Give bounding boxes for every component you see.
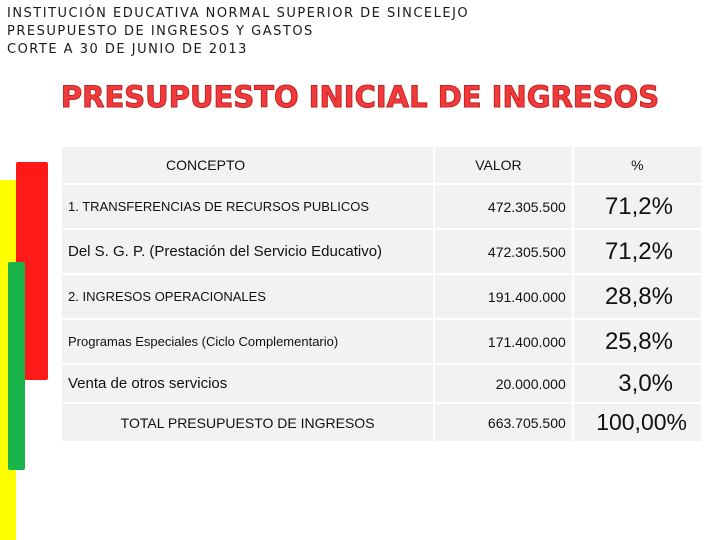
row-percent: 71,2%: [574, 230, 701, 273]
row-concepto: 2. INGRESOS OPERACIONALES: [62, 275, 433, 318]
row-percent: 71,2%: [574, 185, 701, 228]
row-concepto: Del S. G. P. (Prestación del Servicio Educativo): [62, 230, 433, 273]
table-total-row: [62, 404, 701, 441]
table-row: [62, 185, 701, 228]
table-row: [62, 230, 701, 273]
row-percent: 25,8%: [574, 320, 701, 363]
total-concepto: TOTAL PRESUPUESTO DE INGRESOS: [62, 404, 433, 441]
row-concepto: Programas Especiales (Ciclo Complementario): [62, 320, 433, 363]
table-row: [62, 365, 701, 402]
table-row: [62, 320, 701, 363]
row-percent: 3,0%: [574, 365, 701, 402]
page-title: PRESUPUESTO INICIAL DE INGRESOS: [60, 80, 660, 114]
header-valor: VALOR: [435, 147, 572, 183]
header-subject: PRESUPUESTO DE INGRESOS Y GASTOS: [7, 24, 314, 39]
row-valor: 20.000.000: [435, 365, 572, 402]
row-percent: 28,8%: [574, 275, 701, 318]
row-valor: 472.305.500: [435, 230, 572, 273]
header-percent: %: [574, 147, 701, 183]
row-concepto: 1. TRANSFERENCIAS DE RECURSOS PUBLICOS: [62, 185, 433, 228]
row-valor: 472.305.500: [435, 185, 572, 228]
total-percent: 100,00%: [574, 404, 701, 441]
header-institution: INSTITUCIÓN EDUCATIVA NORMAL SUPERIOR DE SINCELEJO: [7, 6, 470, 21]
document-header: [7, 5, 469, 59]
header-date: CORTE A 30 DE JUNIO DE 2013: [7, 42, 248, 57]
header-concepto: CONCEPTO: [62, 147, 433, 183]
decor-bar-green: [8, 262, 25, 470]
total-valor: 663.705.500: [435, 404, 572, 441]
budget-table: [60, 145, 703, 443]
table-header-row: [62, 147, 701, 183]
row-concepto: Venta de otros servicios: [62, 365, 433, 402]
row-valor: 171.400.000: [435, 320, 572, 363]
row-valor: 191.400.000: [435, 275, 572, 318]
table-row: [62, 275, 701, 318]
